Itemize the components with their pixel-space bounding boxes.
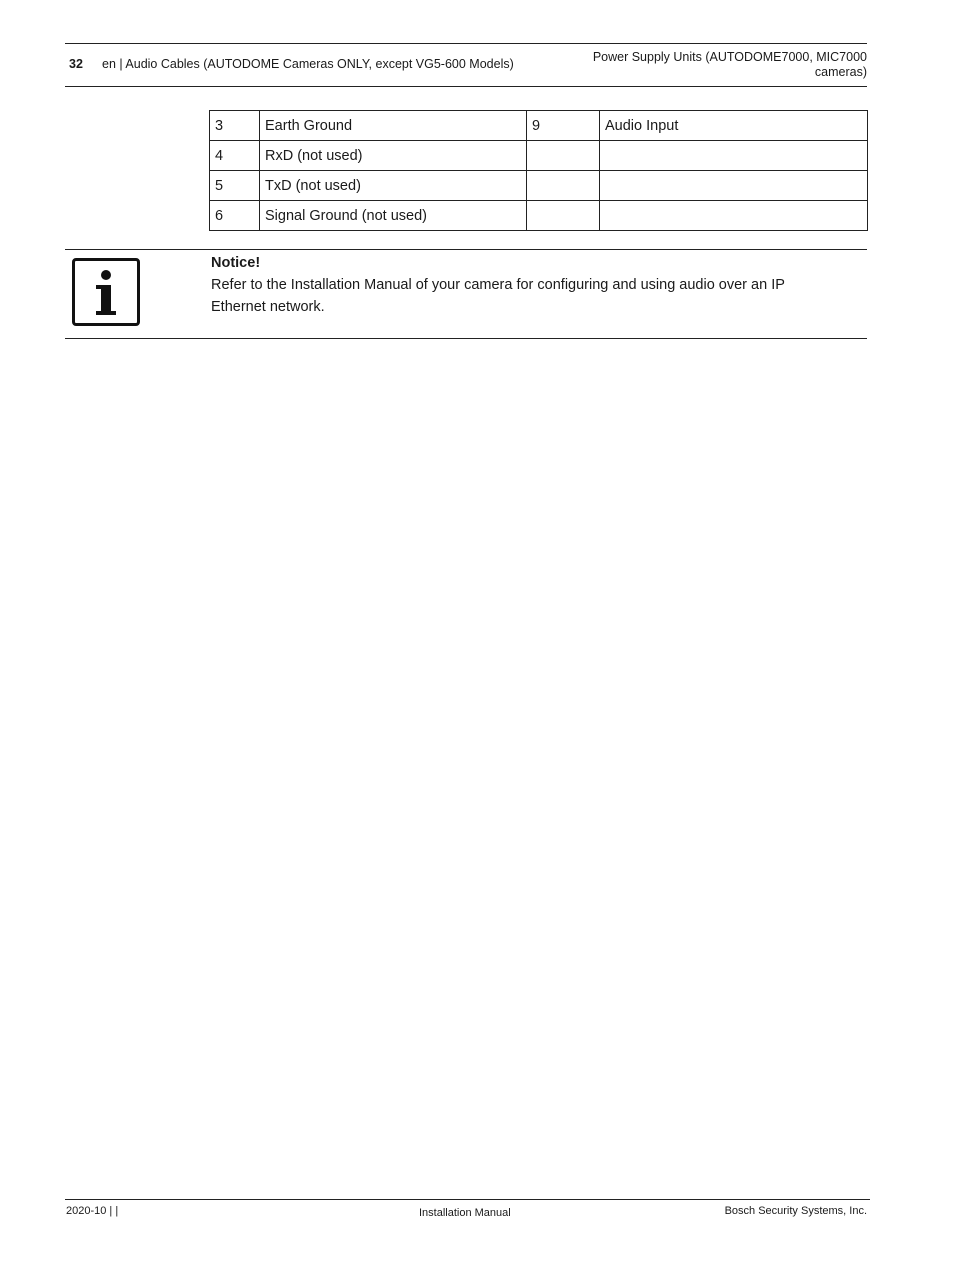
table-row bbox=[210, 111, 868, 141]
footer-document-type: Installation Manual bbox=[419, 1207, 511, 1219]
table-cell: 5 bbox=[210, 171, 260, 201]
page-header bbox=[65, 43, 867, 87]
table-cell bbox=[527, 201, 600, 231]
table-cell: 9 bbox=[527, 111, 600, 141]
footer-date: 2020-10 | | bbox=[66, 1205, 119, 1217]
header-chapter-title bbox=[567, 50, 867, 80]
header-section-title: en | Audio Cables (AUTODOME Cameras ONLY, except VG5-600 Models) bbox=[102, 57, 514, 71]
notice-box bbox=[65, 249, 867, 339]
footer-company: Bosch Security Systems, Inc. bbox=[724, 1205, 867, 1217]
table-cell: 4 bbox=[210, 141, 260, 171]
table-cell: Signal Ground (not used) bbox=[260, 201, 527, 231]
table-cell: 6 bbox=[210, 201, 260, 231]
table-cell bbox=[600, 171, 868, 201]
table-cell bbox=[600, 141, 868, 171]
page-number: 32 bbox=[69, 57, 83, 71]
table-row bbox=[210, 141, 868, 171]
page-footer bbox=[65, 1199, 870, 1223]
table-cell bbox=[527, 171, 600, 201]
header-chapter-line-2: cameras) bbox=[814, 65, 867, 79]
table-cell: TxD (not used) bbox=[260, 171, 527, 201]
info-icon bbox=[72, 258, 140, 326]
pin-assignment-table bbox=[209, 110, 868, 231]
notice-title: Notice! bbox=[211, 255, 261, 271]
header-chapter-line-1: Power Supply Units (AUTODOME7000, MIC7000 bbox=[592, 50, 867, 64]
table-cell: Earth Ground bbox=[260, 111, 527, 141]
table-row bbox=[210, 171, 868, 201]
table-cell bbox=[527, 141, 600, 171]
table-cell bbox=[600, 201, 868, 231]
table-cell: 3 bbox=[210, 111, 260, 141]
table-cell: Audio Input bbox=[600, 111, 868, 141]
notice-line-2: Ethernet network. bbox=[211, 299, 325, 315]
notice-line-1: Refer to the Installation Manual of your camera for configuring and using audio over an IP bbox=[211, 277, 785, 293]
notice-text bbox=[211, 274, 851, 318]
table-row bbox=[210, 201, 868, 231]
table-cell: RxD (not used) bbox=[260, 141, 527, 171]
